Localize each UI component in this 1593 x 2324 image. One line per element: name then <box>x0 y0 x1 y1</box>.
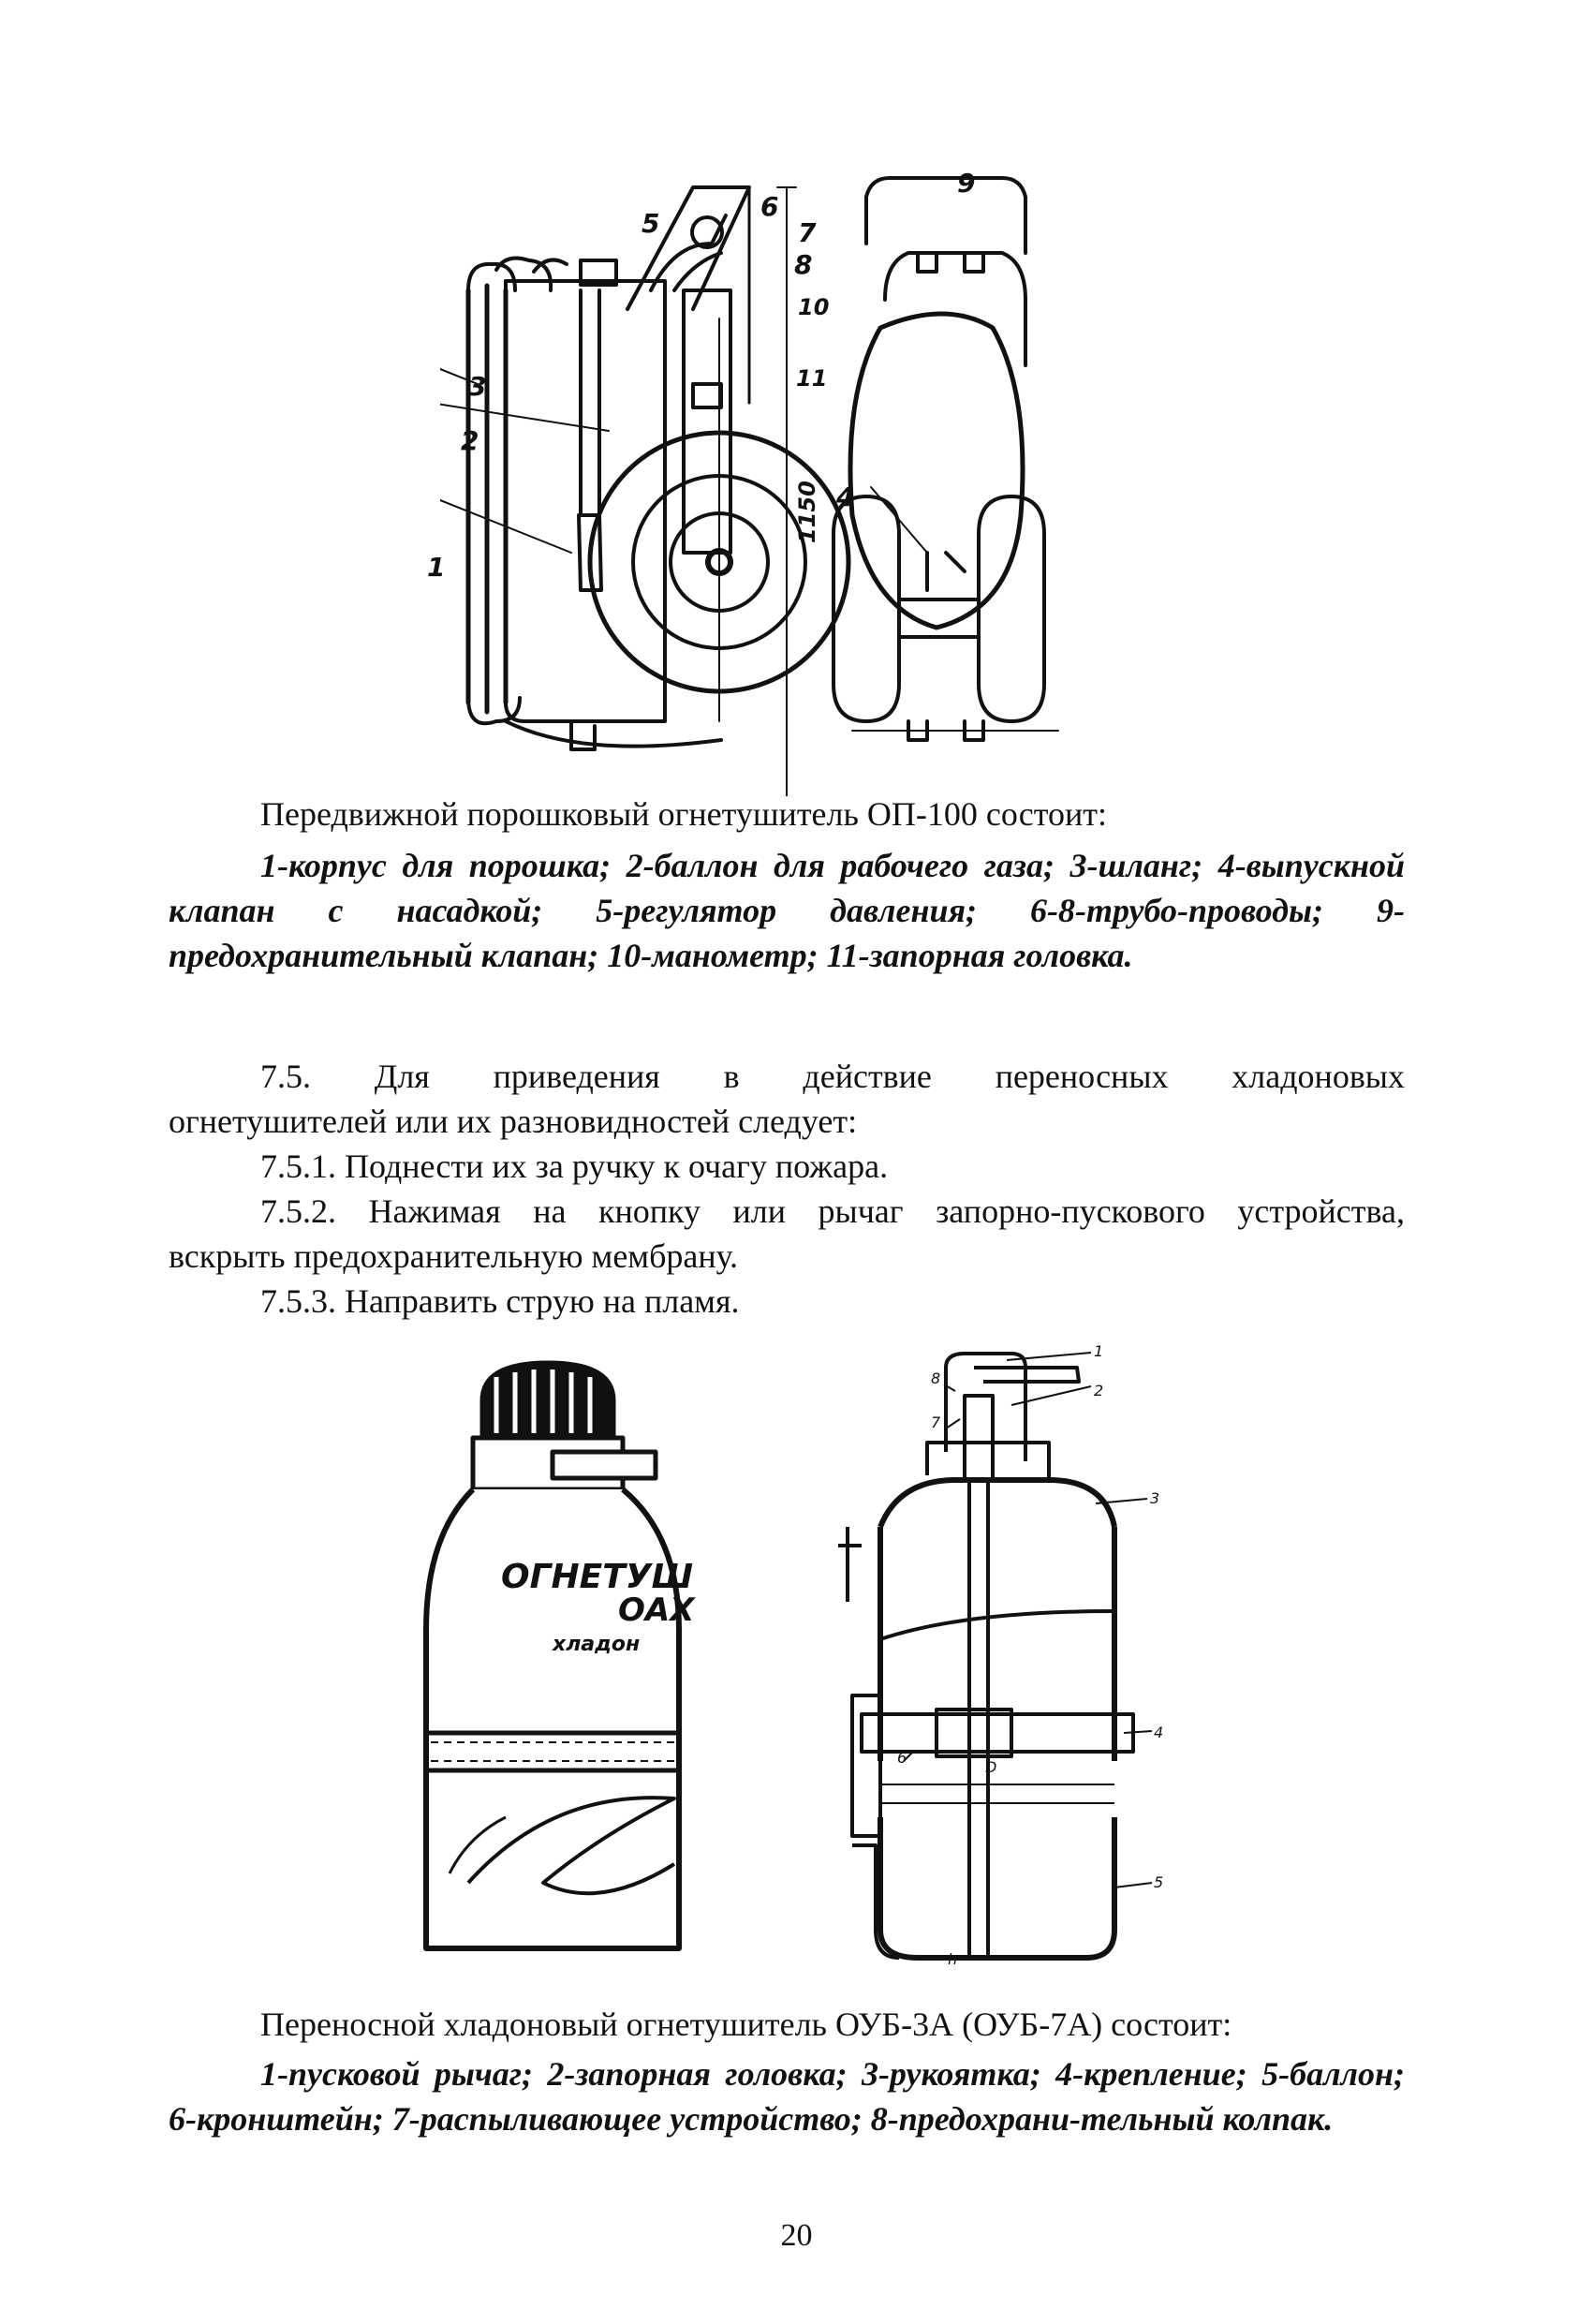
section-mark-d: D <box>985 1758 997 1776</box>
dimension-label: 1150 <box>794 481 820 543</box>
callout-3: 3 <box>468 371 487 402</box>
callout-6: 6 <box>760 191 779 222</box>
section-callout-6: 6 <box>897 1749 907 1767</box>
callout-9: 9 <box>957 168 976 199</box>
callout-11: 11 <box>796 365 828 392</box>
callout-1: 1 <box>427 552 446 583</box>
section-step3: 7.5.3. Направить струю на пламя. <box>260 1282 740 1320</box>
callout-8: 8 <box>794 249 813 280</box>
callout-5: 5 <box>642 208 660 239</box>
callout-2: 2 <box>461 425 479 456</box>
bottle-label-brand: ОГНЕТУШ <box>501 1558 694 1596</box>
section-callout-2: 2 <box>1094 1382 1104 1399</box>
section-callout-3: 3 <box>1150 1489 1160 1507</box>
section-callout-7: 7 <box>931 1414 941 1431</box>
section-callout-1: 1 <box>1094 1342 1104 1360</box>
section-intro-line2: огнетушителей или их разновидностей следует: <box>169 1103 858 1140</box>
page-number: 20 <box>780 2218 813 2253</box>
callout-7: 7 <box>798 217 817 248</box>
caption1-title: Передвижной порошковый огнетушитель ОП-100 состоит: <box>260 795 1108 833</box>
callout-4: 4 <box>836 481 855 512</box>
section-step2-line1: 7.5.2. Нажимая на кнопку или рычаг запорно-пускового устройства, <box>260 1192 1405 1230</box>
section-step2-line2: вскрыть предохранительную мембрану. <box>169 1237 739 1275</box>
section-intro-line1: 7.5. Для приведения в действие переносных хладоновых <box>260 1058 1405 1095</box>
section-mark-h: h <box>948 1950 958 1968</box>
section-callout-8: 8 <box>931 1369 941 1387</box>
caption1-legend: 1-корпус для порошка; 2-баллон для рабочего газа; 3-шланг; 4-выпускной клапан с насадкой; 5-регулятор давления; 6-8-трубо-проводы; 9-предохранительный клапан; 10-манометр; 11-запорная головка. <box>169 847 1405 974</box>
caption2-legend: 1-пусковой рычаг; 2-запорная головка; 3-рукоятка; 4-крепление; 5-баллон; 6-кронштейн; 7-распыливающее устройство; 8-предохрани-тельный колпак. <box>169 2055 1405 2138</box>
section-step1: 7.5.1. Поднести их за ручку к очагу пожара. <box>260 1147 889 1185</box>
bottle-label-model: ОАХ <box>618 1591 695 1629</box>
section-callout-5: 5 <box>1154 1873 1164 1891</box>
section-callout-4: 4 <box>1154 1724 1164 1741</box>
callout-10: 10 <box>798 294 830 320</box>
caption2-title: Переносной хладоновый огнетушитель ОУБ-3А (ОУБ-7А) состоит: <box>260 2006 1232 2043</box>
bottle-label-agent: хладон <box>553 1633 641 1656</box>
